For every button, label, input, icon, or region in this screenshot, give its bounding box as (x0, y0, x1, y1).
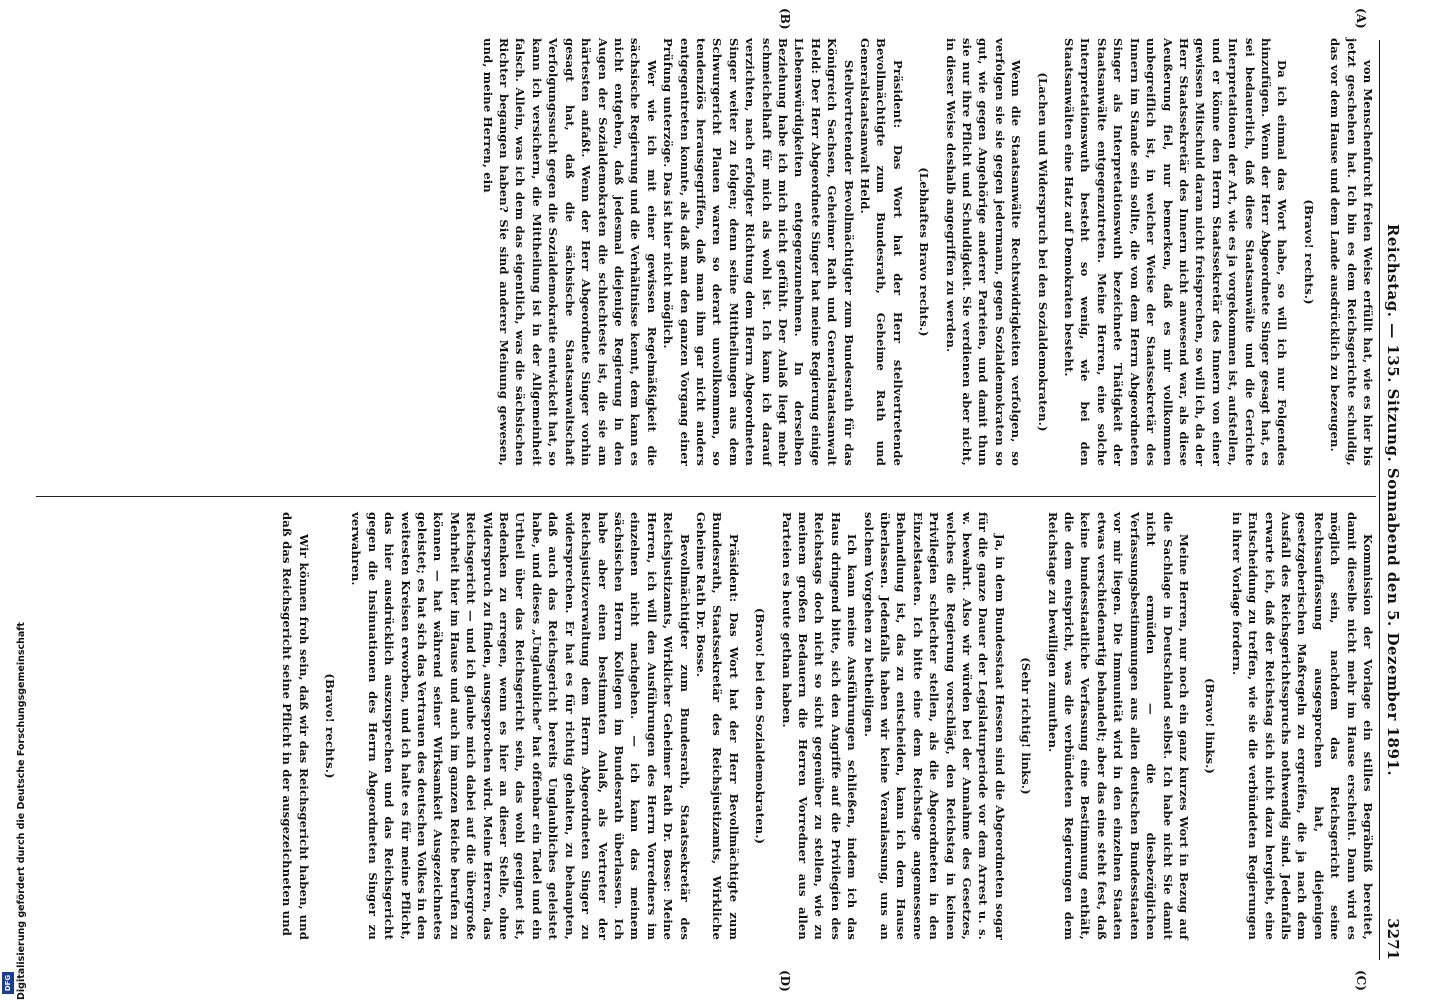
paragraph: Präsident: Das Wort hat der Herr stellvertretende Bevollmächtigte zum Bundesrath, Geheime Rath und Generalstaatsanwalt Held. (858, 38, 905, 466)
credit-text: Digitalisierung gefördert durch die Deutsche Forschungsgemeinschaft (16, 622, 27, 1000)
interjection: (Bravo! links.) (1203, 677, 1218, 775)
paragraph: Meine Herren, nur noch ein ganz kurzes Wort in Bezug auf die Sachlage in Deutschland selbst. Ich habe nicht Sie damit nicht ermüden — die diesbezüglichen Verfassungsbestimmungen aus allen deutschen Bundesstaaten vor mir liegen. Die Immunität wird in den einzelnen Staaten etwas verschiedenartig behandelt; aber das eine steht fest, daß keine bundesstaatliche Verfassung eine Bestimmung enthält, die dem entspricht, was die verbündeten Regierungen dem Reichstage zu bewilligen zumuthen. (1045, 512, 1191, 940)
interjection: (Bravo! bei den Sozialdemokraten.) (753, 607, 768, 845)
margin-marker-a: (A) (1354, 8, 1368, 29)
margin-marker-d: (D) (778, 970, 792, 992)
interjection: (Bravo! rechts.) (1301, 199, 1316, 305)
interjection: (Lachen und Widerspruch bei den Sozialdemokraten.) (1035, 72, 1050, 432)
text-column-left-page (479, 38, 1376, 466)
digitization-credit (2, 10, 27, 1000)
dfg-logo-text: DFG (4, 974, 12, 992)
paragraph: Da ich einmal das Wort habe, so will ich nur Folgendes hinzufügen. Wenn der Herr Abgeordnete Singer gesagt hat, es sei bedauerlich, daß diese Staatsanwälte und die Gerichte Interpretationen der Art, wie es ja vorgekommen ist, aufstellen, und er könne den Herrn Staatssekretär des Innern von einer gewissen Mitschuld daran nicht freisprechen, so will ich, da der Herr Staatssekretär des Innern nicht anwesend war, als diese Aeußerung fiel, nur bemerken, daß es mir vollkommen unbegreiflich ist, in welcher Weise der Staatssekretär des Innern im Stande sein sollte, die von dem Herrn Abgeordneten Singer als Interpretationswuth bezeichnete Thätigkeit der Staatsanwälte entgegenzutreten. Meine Herren, eine solche Interpretationswuth besteht so wenig, wie bei den Staatsanwälten eine Hatz auf Demokraten besteht. (1062, 38, 1290, 466)
paragraph: Wir können froh sein, daß wir das Reichsgericht haben, und daß das Reichsgericht seine Pflicht in der ausgezeichneten und (280, 512, 311, 940)
page-header (1379, 40, 1418, 960)
paragraph: Bevollmächtigter zum Bundesrath, Staatssekretär des Reichsjustizamts, Wirklicher Geheimer Rath Dr. Bosse: Meine Herren, ich will den Ausführungen des Herrn Vorredners im einzelnen nicht nachgehen. — ich kann das meinem sächsischen Herrn Kollegen im Bundesrath überlassen. Ich habe aber einen bestimmten Anlaß, als Vertreter der Reichsjustizverwaltung dem Herrn Abgeordneten Singer zu widersprechen. Er hat es für richtig gehalten, zu behaupten, daß auch das Reichsgericht bereits Unglaubliches geleistet habe, und dieses „Unglaubliche“ hat offenbar ein Tadel und ein Urtheil über das Reichsgericht sein, das wohl geeignet ist, Bedenken zu erregen, wenn es hier an dieser Stelle, ohne Widerspruch zu finden, ausgesprochen wird. Meine Herren, das Reichsgericht — und ich glaube mich dabei auf die übergroße Mehrheit hier im Hause und auch im ganzen Reiche berufen zu können — hat während seiner Wirksamkeit Ausgezeichnetes geleistet; es hat sich das Vertrauen des deutschen Volkes in den weitesten Kreisen erworben, und ich halte es für meine Pflicht, das hier ausdrücklich auszusprechen und das Reichsgericht gegen die Insinuationen des Herrn Abgeordneten Singer zu verwahren. (349, 512, 692, 940)
dfg-logo (2, 972, 14, 994)
paragraph: Wer wie ich mit einer gewissen Regelmäßigkeit die sächsische Regierung und die Verhältnisse kennt, dem kann es nicht entgehen, daß jedesmal diejenige Regierung in den Augen der Sozialdemokraten die schlechteste ist, die sie am härtesten anfaßt. Wenn der Herr Abgeordnete Singer vorhin gesagt hat, daß die sächsische Staatsanwaltschaft Verfolgungssucht gegen die Sozialdemokratie entwickelt hat, so kann ich versichern, die Mittheilung ist in der Allgemeinheit falsch. Allein, was ich dem das eigentlich, was die sächsischen Richter begangen haben? Sie sind anderer Meinung gewesen, und, meine Herren, ein (480, 38, 659, 466)
interjection: (Lebhaftes Bravo rechts.) (917, 167, 932, 337)
interjection: (Sehr richtig! links.) (1019, 657, 1034, 795)
header-title: Reichstag. — 135. Sitzung. Sonnabend den 5. Dezember 1891. (1384, 223, 1402, 777)
paragraph: von Menschenfurcht freien Weise erfüllt hat, wie es hier bis jetzt geschehen hat. Ich bin es dem Reichsgerichte schuldig, das vor dem Hause und dem Lande ausdrücklich zu bezeugen. (1328, 38, 1375, 466)
paragraph: Ich kann meine Ausführungen schließen, indem ich das Haus dringend bitte, sich den Angriffe auf die Privilegien des Reichstags doch nicht so sicht gegenüber zu stellen, wie zu meinem großen Bedauern die Herren Vorredner aus allen Parteien es heute gethan haben. (779, 512, 860, 940)
paragraph: Ja, in dem Bundesstaat Hessen sind die Abgeordneten sogar für die ganze Dauer der Legislaturperiode vor dem Arrest u. s. w. bewahrt. Also wir würden bei der Annahme des Gesetzes, welches die Regierung vorschlägt, den Reichstag in keinen Privilegien schlechter stellen, als die Abgeordneten in den Einzelstaaten. Ich bitte eine dem Reichstage angemessene Behandlung ist, das zu entscheiden, kann ich dem Hause überlassen. Jedenfalls haben wir keine Veranlassung, uns an solchem Vorgehen zu betheiligen. (861, 512, 1007, 940)
paragraph: Wenn die Staatsanwälte Rechtswidrigkeiten verfolgen, so verfolgen sie sie gegen jedermann, gegen Sozialdemokraten so gut, wie gegen Angehörige anderer Parteien, und damit thun sie nur ihre Pflicht und Schuldigkeit. Sie verdienen aber nicht, in dieser Weise deshalb angegriffen zu werden. (943, 38, 1024, 466)
margin-marker-c: (C) (1354, 970, 1368, 991)
page-number: 3271 (1384, 918, 1402, 960)
column-divider (36, 496, 1376, 497)
paragraph: Stellvertretender Bevollmächtigter zum Bundesrath für das Königreich Sachsen, Geheimer Rath und Generalstaatsanwalt Held: Der Herr Abgeordnete Singer hat meine Regierung einige Liebenswürdigkeiten entgegenzunehmen. In derselben Beziehung habe ich mich nicht gefühlt. Der Anlaß liegt mehr schmeichelhaft für mich als wohl ist. Ich kann ich darauf verzichten, nach erfolgter Richtung dem Herrn Abgeordneten Singer weiter zu folgen; denn seine Mittheilungen aus dem Schwurgericht Plauen waren so derart unvollkommen, so tendenziös herausgegriffen, daß man ihm gar nicht anders entgegentreten konnte, als daß man den ganzen Vorgang einer Prüfung unterzöge. Das ist hier nicht möglich. (661, 38, 856, 466)
margin-marker-b: (B) (778, 8, 792, 30)
text-column-right-page (279, 512, 1376, 940)
paragraph: Präsident: Das Wort hat der Herr Bevollmächtigte zum Bundesrath, Staatssekretär des Reichsjustizamts, Wirkliche Geheime Rath Dr. Bosse. (693, 512, 741, 940)
paragraph: Kommission der Vorlage ein stilles Begräbniß bereitet, damit dieselbe nicht mehr im Hause erscheint. Dann wird es möglich sein, nachdem das Reichsgericht seine Rechtsauffassung ausgesprochen hat, diejenigen gesetzgeberischen Maßregeln zu ergreifen, die ja nach dem Ausfall des Reichsgerichtsspruchs nothwendig sind. Jedenfalls erwarte ich, daß der Reichstag sich nicht dazu hergiebt, eine Entscheidung zu treffen, wie sie die verbündeten Regierungen in ihrer Vorlage fordern. (1229, 512, 1375, 940)
interjection: (Bravo! rechts.) (323, 673, 338, 779)
